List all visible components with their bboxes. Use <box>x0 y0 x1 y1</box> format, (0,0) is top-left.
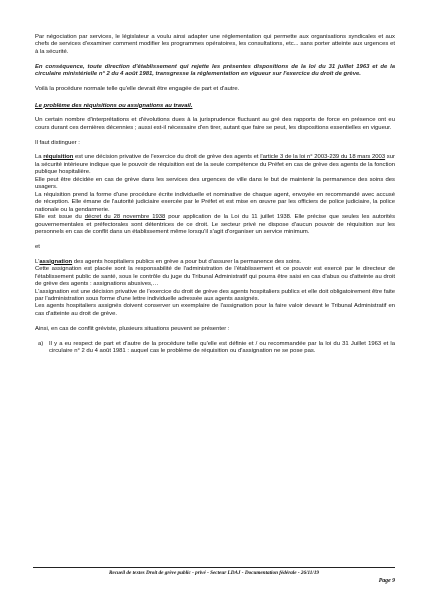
conjunction-et: et <box>35 243 40 250</box>
requisition-text: Elle est issue du <box>35 214 85 221</box>
paragraph-consequence: En conséquence, toute direction d'établissement qui rejette les présentes dispositions de la loi du 31 juillet 1963 et de la circulaire ministérielle n° 2 du 4 août 1981, transgresse la réglementation en vigueur sur l'exercice du droit de grève. <box>35 63 395 78</box>
requisition-procedure: La réquisition prend la forme d'une procédure écrite individuelle et nominative de chaque agent, envoyée en recommandé avec accusé de réception. Elle émane de l'autorité judiciaire exercée par le Préfet et est mise en œuvre par les officiers de police judiciaire, la police nationale ou la gendarmerie. <box>35 191 395 213</box>
list-marker: a) <box>38 340 44 347</box>
requisition-text: sur la sécurité intérieure indique que le pouvoir de réquisition est de la seule compétence du Préfet en cas de grève des agents de la fonction publique hospitalière. <box>35 154 395 176</box>
requisition-block <box>35 154 395 236</box>
page-number: Page 9 <box>378 578 395 584</box>
requisition-origin <box>35 214 395 236</box>
assignation-copy: Les agents hospitaliers assignés doivent conserver un exemplaire de l'assignation pour la faire valoir devant le Tribunal Administratif en cas d'atteinte au droit de grève. <box>35 303 395 317</box>
paragraph-situations: Ainsi, en cas de conflit gréviste, plusieurs situations peuvent se présenter : <box>35 325 230 332</box>
paragraph-procedure: Voilà la procédure normale telle qu'elle devrait être engagée de part et d'autre. <box>35 86 240 93</box>
assignation-block <box>35 259 395 319</box>
assignation-form: L'assignation est une décision privative de l'exercice du droit de grève des agents hospitaliers publics et elle doit obligatoirement être faite par l'administration sous forme d'une lettre individuelle adressée aux agents assignés. <box>35 288 395 302</box>
paragraph-negotiation: Par négociation par services, le législateur a voulu ainsi adapter une réglementation qui permette aux organisations syndicales et aux chefs de services d'examiner comment modifier les programmes opératoires, les consultations, etc... sans porter atteinte aux urgences et à la sécurité. <box>35 34 395 55</box>
list-item-text: Il y a eu respect de part et d'autre de la procédure telle qu'elle est définie et / ou recommandée par la loi du 31 Juillet 1963 et la circulaire n° 2 du 4 août 1981 : auquel cas le problème de réquisition ou d'assignation ne se pose pas. <box>49 340 395 355</box>
requisition-text: La <box>35 154 44 161</box>
requisition-text: est une décision privative de l'exercice du droit de grève des agents et <box>73 154 261 161</box>
paragraph-jurisprudence: Un certain nombre d'interprétations et d'évolutions dues à la jurisprudence fluctuant au gré des rapports de force en présence ont eu cours durant ces dernières décennies ; aussi est-il nécessaire d'en tirer, autant que faire se peut, les dispositions essentielles en vigueur. <box>35 117 395 131</box>
assignation-text: des agents hospitaliers publics en grève a pour but d'assurer la permanence des soins. <box>72 258 302 265</box>
requisition-definition <box>35 154 395 176</box>
list-item-a <box>35 341 395 356</box>
section-title: Le problème des réquisitions ou assignations au travail. <box>35 102 193 109</box>
page-footer: Recueil de textes Droit de grève public - privé - Secteur LDAJ - Documentation fédérale - 26/11/19 <box>33 567 395 576</box>
assignation-definition <box>35 259 395 266</box>
assignation-term: assignation <box>39 258 73 265</box>
paragraph-distinguish: Il faut distinguer : <box>35 139 80 146</box>
requisition-decret-ref: décret du 28 novembre 1938 <box>84 214 166 221</box>
assignation-text: L' <box>35 258 40 265</box>
requisition-text: pour application de la Loi du 11 juillet 1938. Elle précise que seules les autorités gouvernementales et préfectorales sont détentrices de ce droit. Le secteur privé ne dispose d'aucun pouvoir de réquisition sur les personnels en cas de conflit dans un établissement même lorsqu'il s'agit d'organiser un service minimum. <box>35 214 396 236</box>
requisition-term: réquisition <box>43 154 74 161</box>
requisition-urgences: Elle peut être décidée en cas de grève dans les services des urgences de ville dans le but de maintenir la permanence des soins des usagers. <box>35 176 395 191</box>
requisition-article-ref: l'article 3 de la loi n° 2003-239 du 18 mars 2003 <box>260 154 386 161</box>
document-body <box>35 34 395 355</box>
assignation-responsibility: Cette assignation est placée sont la responsabilité de l'administration de l'établissement et ce pouvoir est exercé par le directeur de l'établissement public de santé, sous le contrôle du juge du Tribunal Administratif qui pourra être saisi en cas d'abus ou d'atteinte au droit de grève des agents : assignations abusives,… <box>35 266 395 288</box>
